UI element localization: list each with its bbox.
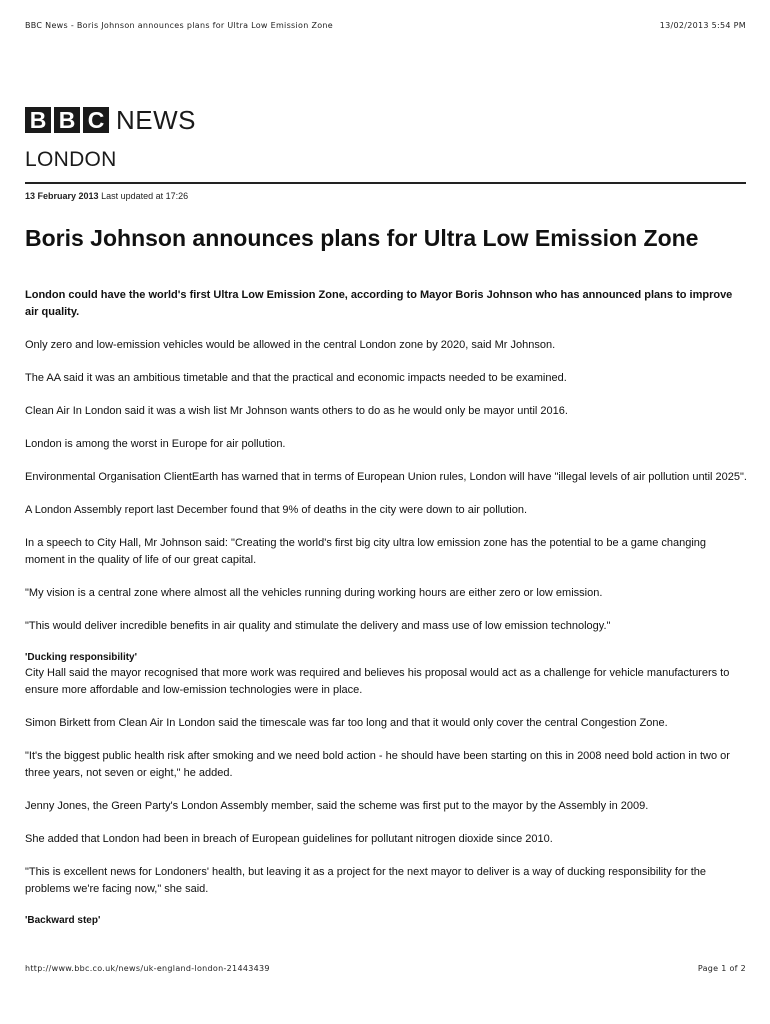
article-paragraph: In a speech to City Hall, Mr Johnson said: "Creating the world's first big city ultra low emission zone has the potential to be a game changing moment in the quality of life of our great capital.: [25, 537, 707, 566]
article-paragraph: "My vision is a central zone where almost all the vehicles running during working hours are either zero or low emission.: [25, 587, 603, 599]
article-intro: London could have the world's first Ultra Low Emission Zone, according to Mayor Boris Johnson who has announced plans to improve air quality.: [25, 289, 733, 318]
article-paragraph: She added that London had been in breach of European guidelines for pollutant nitrogen dioxide since 2010.: [25, 833, 553, 845]
masthead-divider: [25, 182, 746, 184]
article-body: [25, 287, 747, 928]
article-paragraph: London is among the worst in Europe for air pollution.: [25, 438, 286, 450]
print-header: [25, 21, 746, 30]
article-paragraph: City Hall said the mayor recognised that more work was required and believes his proposal would act as a challenge for vehicle manufacturers to ensure more affordable and low-emission technologies were in place.: [25, 667, 730, 696]
logo-letter-b2: B: [54, 107, 80, 133]
article-paragraph: Jenny Jones, the Green Party's London Assembly member, said the scheme was first put to the mayor by the Assembly in 2009.: [25, 800, 649, 812]
section-name[interactable]: LONDON: [25, 148, 117, 171]
article-paragraph: Clean Air In London said it was a wish list Mr Johnson wants others to do as he would only be mayor until 2016.: [25, 405, 568, 417]
article-paragraph: "This is excellent news for Londoners' health, but leaving it as a project for the next mayor to deliver is a way of ducking responsibility for the problems we're facing now," she said.: [25, 866, 707, 895]
article-paragraph: Environmental Organisation ClientEarth has warned that in terms of European Union rules, London will have "illegal levels of air pollution until 2025".: [25, 471, 747, 483]
article-subheading: 'Ducking responsibility': [25, 652, 137, 663]
print-footer: [25, 964, 746, 973]
print-page-title: BBC News - Boris Johnson announces plans for Ultra Low Emission Zone: [25, 21, 334, 30]
logo-letter-b1: B: [25, 107, 51, 133]
bbc-news-logo[interactable]: [25, 107, 196, 133]
article-paragraph: A London Assembly report last December found that 9% of deaths in the city were down to air pollution.: [25, 504, 528, 516]
article-paragraph: The AA said it was an ambitious timetable and that the practical and economic impacts needed to be examined.: [25, 372, 567, 384]
article-subheading: 'Backward step': [25, 915, 101, 926]
dateline: [25, 191, 188, 201]
article-paragraph: Simon Birkett from Clean Air In London said the timescale was far too long and that it would only cover the central Congestion Zone.: [25, 717, 668, 729]
logo-word-news: NEWS: [116, 105, 196, 135]
logo-letter-c: C: [83, 107, 109, 133]
article-headline: Boris Johnson announces plans for Ultra Low Emission Zone: [25, 225, 699, 251]
page-number: Page 1 of 2: [697, 964, 746, 973]
article-date: 13 February 2013: [25, 191, 99, 201]
last-updated: Last updated at 17:26: [101, 191, 189, 201]
article-paragraph: "It's the biggest public health risk after smoking and we need bold action - he should have been starting on this in 2008 need bold action in two or three years, not seven or eight," he added.: [25, 750, 730, 779]
print-date: 13/02/2013 5:54 PM: [659, 21, 746, 30]
article-paragraph: Only zero and low-emission vehicles would be allowed in the central London zone by 2020, said Mr Johnson.: [25, 339, 556, 351]
article-paragraph: "This would deliver incredible benefits in air quality and stimulate the delivery and mass use of low emission technology.": [25, 620, 611, 632]
page-url[interactable]: http://www.bbc.co.uk/news/uk-england-london-21443439: [25, 964, 270, 973]
